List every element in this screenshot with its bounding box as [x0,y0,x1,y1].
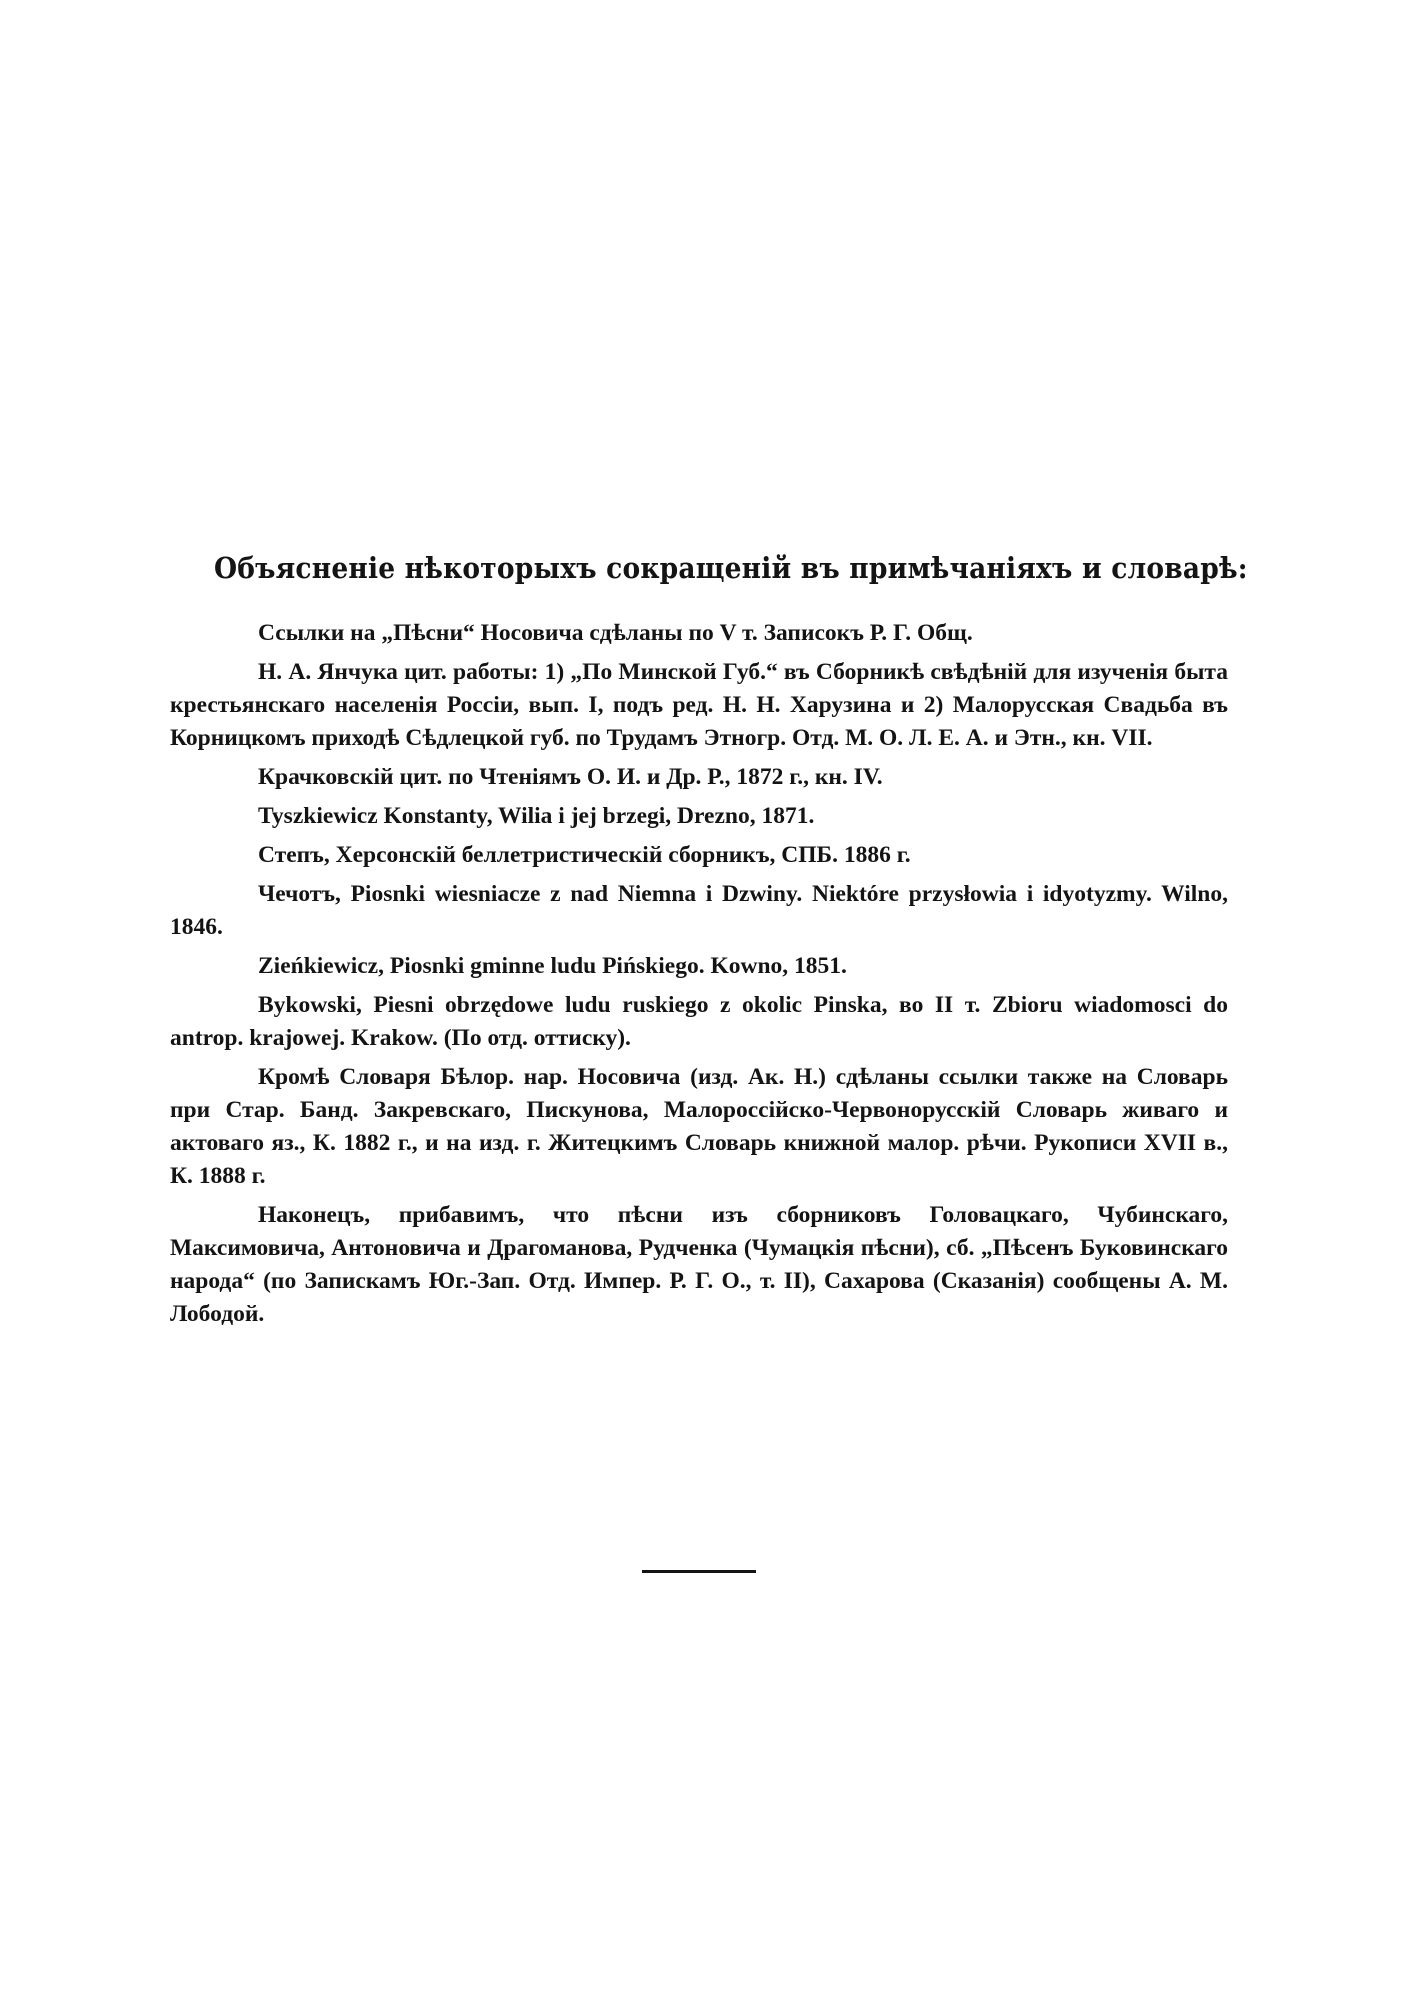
paragraph-chechot: Чечотъ, Piosnki wiesniacze z nad Niemna i Dzwiny. Niektóre przysłowia i idyotyzmy. Wilno, 1846. [170,881,1228,940]
paragraph-conclusion: Наконецъ, прибавимъ, что пѣсни изъ сборниковъ Головацкаго, Чубинскаго, Максимовича, Антоновича и Драгоманова, Рудченка (Чумацкія пѣсни), сб. „Пѣсенъ Буковинскаго народа“ (по Запискамъ Юг.-Зап. Отд. Импер. Р. Г. О., т. II), Сахарова (Сказанія) сообщены А. М. Лободой. [170,1202,1228,1327]
abbreviations-text [170,617,1228,1337]
end-divider [642,1570,756,1573]
paragraph-pesni-nosovicha: Ссылки на „Пѣсни“ Носовича сдѣланы по V т. Записокъ Р. Г. Общ. [258,620,973,646]
paragraph-yanchuk: Н. А. Янчука цит. работы: 1) „По Минской Губ.“ въ Сборникѣ свѣдѣній для изученія быта крестьянскаго населенія Россіи, вып. I, подъ ред. Н. Н. Харузина и 2) Малорусская Свадьба въ Корницкомъ приходѣ Сѣдлецкой губ. по Трудамъ Этногр. Отд. М. О. Л. Е. А. и Этн., кн. VII. [170,659,1228,751]
paragraph-tyszkiewicz: Tyszkiewicz Konstanty, Wilia i jej brzegi, Drezno, 1871. [258,803,815,829]
paragraph-bykowski: Bykowski, Piesni obrzędowe ludu ruskiego z okolic Pinska, во II т. Zbioru wiadomosci do antrop. krajowej. Krakow. (По отд. оттиску). [170,992,1228,1051]
paragraph-step: Степъ, Херсонскій беллетристическій сборникъ, СПБ. 1886 г. [258,842,911,868]
paragraph-krachkovsky: Крачковскій цит. по Чтеніямъ О. И. и Др. Р., 1872 г., кн. IV. [258,764,883,790]
page-title: Объясненіе нѣкоторыхъ сокращеній въ примѣчаніяхъ и словарѣ: [214,551,1248,585]
paragraph-dictionaries: Кромѣ Словаря Бѣлор. нар. Носовича (изд. Ак. Н.) сдѣланы ссылки также на Словарь при Стар. Банд. Закревскаго, Пискунова, Малороссійско-Червонорусскій Словарь живаго и актоваго яз., К. 1882 г., и на изд. г. Житецкимъ Словарь книжной малор. рѣчи. Рукописи XVII в., К. 1888 г. [170,1064,1228,1189]
paragraph-zienkiewicz: Zieńkiewicz, Piosnki gminne ludu Pińskiego. Kowno, 1851. [258,953,847,979]
